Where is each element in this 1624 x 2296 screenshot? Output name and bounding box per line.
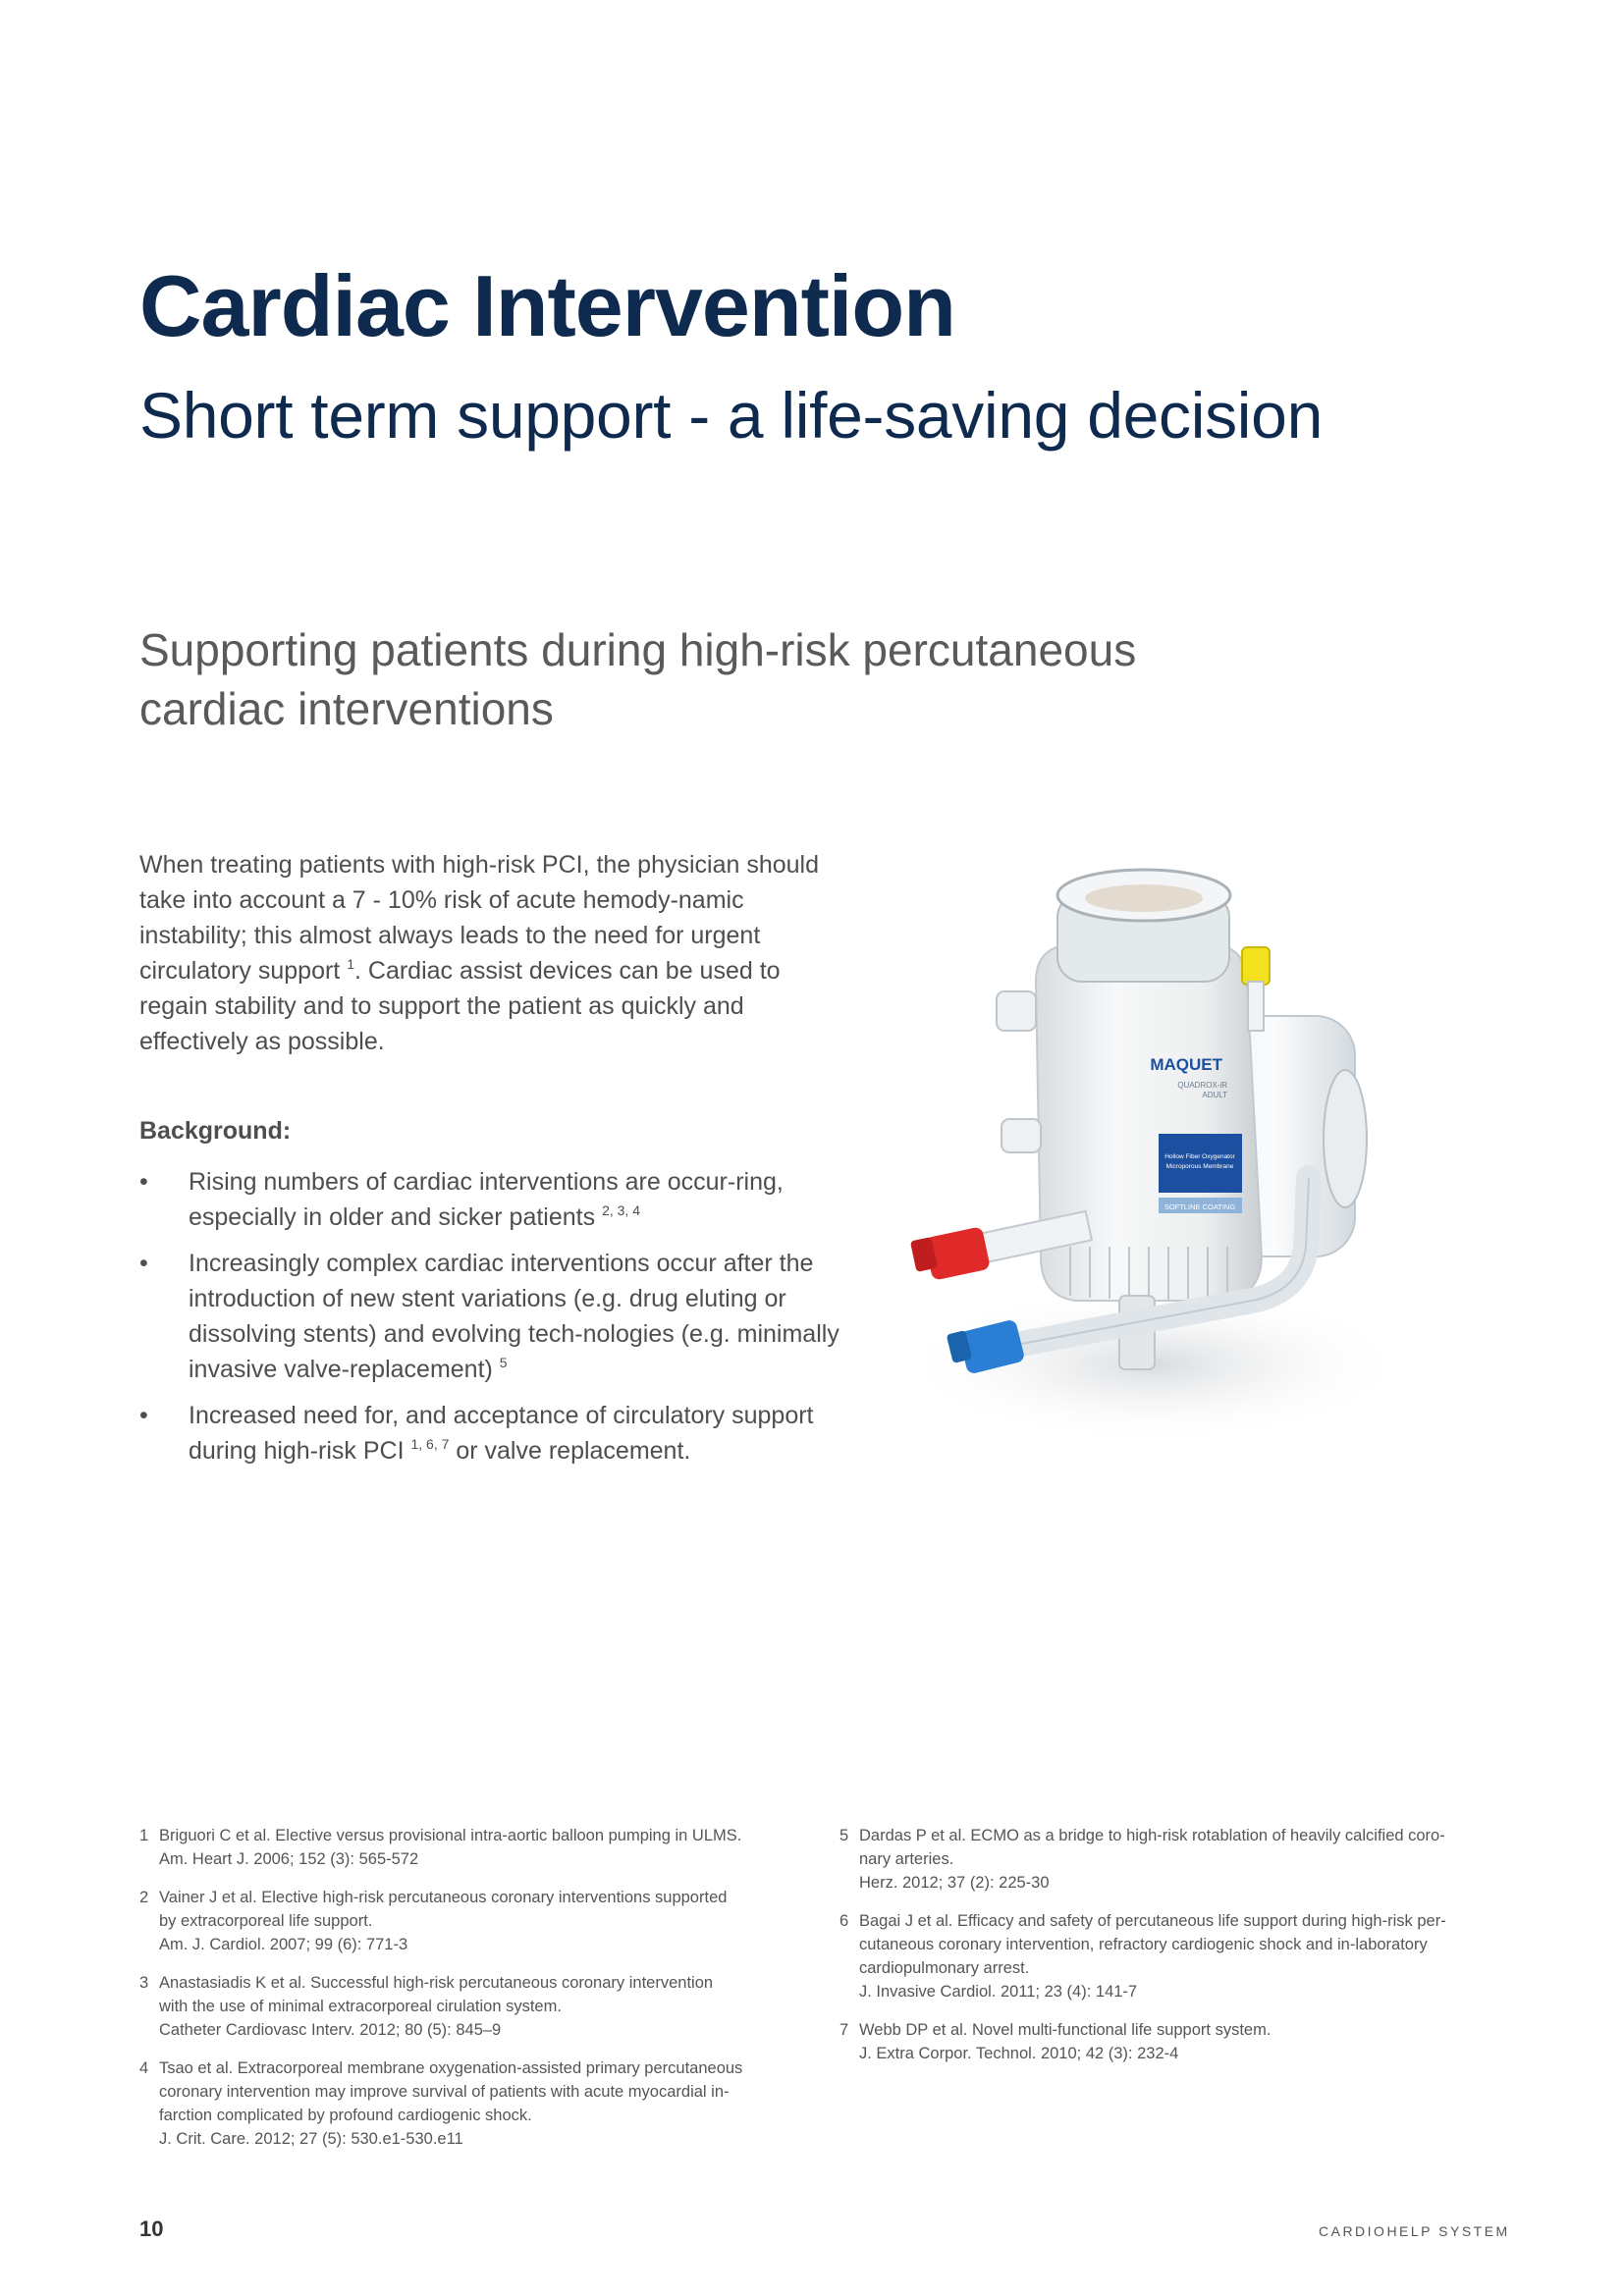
reference-line: Catheter Cardiovasc Interv. 2012; 80 (5): 845–9 (159, 2021, 502, 2039)
list-item-text: Rising numbers of cardiac interventions are occur-ring, especially in older and sicker patients (189, 1168, 784, 1231)
reference-line: Webb DP et al. Novel multi-functional life support system. (859, 2021, 1272, 2039)
yellow-connector (1242, 947, 1270, 985)
reference-line: Herz. 2012; 37 (2): 225-30 (859, 1874, 1050, 1892)
reference-line: Tsao et al. Extracorporeal membrane oxygenation-assisted primary percutaneous (159, 2059, 743, 2077)
reference-line: J. Extra Corpor. Technol. 2010; 42 (3): 232-4 (859, 2045, 1179, 2062)
coating-label: SOFTLINE COATING (1164, 1202, 1236, 1211)
reference-line: J. Crit. Care. 2012; 27 (5): 530.e1-530.e11 (159, 2130, 463, 2148)
reference-line: Briguori C et al. Elective versus provisional intra-aortic balloon pumping in ULMS. (159, 1827, 742, 1844)
intro-text: When treating patients with high-risk PCI, the physician should take into account a 7 - 10% risk of acute hemody-namic instability; this almost always leads to the need for urgent circulatory support (139, 851, 820, 985)
reference-line: Dardas P et al. ECMO as a bridge to high-risk rotablation of heavily calcified coro- (859, 1827, 1445, 1844)
bullet-dot: • (139, 1168, 148, 1196)
reference-line: Bagai J et al. Efficacy and safety of percutaneous life support during high-risk per- (859, 1912, 1446, 1930)
reference-number: 3 (139, 1974, 149, 1992)
reference-item (139, 2056, 827, 2151)
list-item (139, 1246, 846, 1387)
section-heading-line1: Supporting patients during high-risk percutaneous (139, 624, 1137, 675)
panel-label-2: Microporous Membrane (1165, 1163, 1234, 1170)
reference-line: Anastasiadis K et al. Successful high-risk percutaneous coronary intervention (159, 1974, 714, 1992)
reference-line: farction complicated by profound cardiogenic shock. (159, 2107, 532, 2124)
list-item-text: Increased need for, and acceptance of circulatory support during high-risk PCI (189, 1402, 814, 1465)
list-item-text: Increasingly complex cardiac interventions occur after the introduction of new stent variations (e.g. drug eluting or dissolving stents) and evolving tech-nologies (e.g. minimally invasive valve-replacement) (189, 1250, 839, 1383)
reference-item (839, 1824, 1527, 1895)
reference-line: Vainer J et al. Elective high-risk percutaneous coronary interventions supported (159, 1889, 728, 1906)
reference-line: cardiopulmonary arrest. (859, 1959, 1030, 1977)
brand-label: MAQUET (1150, 1055, 1222, 1074)
section-heading-line2: cardiac interventions (139, 683, 554, 734)
references-left (139, 1824, 827, 2165)
side-port-left (997, 991, 1036, 1031)
references-right (839, 1824, 1527, 2080)
reference-number: 5 (839, 1827, 849, 1844)
list-item-ref: 5 (499, 1355, 508, 1370)
reference-number: 1 (139, 1827, 149, 1844)
intro-ref: 1 (347, 956, 354, 972)
reference-line: by extracorporeal life support. (159, 1912, 373, 1930)
list-item (139, 1164, 846, 1235)
reference-item (839, 2018, 1527, 2065)
reference-line: J. Invasive Cardiol. 2011; 23 (4): 141-7 (859, 1983, 1138, 2001)
reference-number: 7 (839, 2021, 849, 2039)
model-label-1: QUADROX-iR (1177, 1081, 1227, 1090)
reference-number: 4 (139, 2059, 149, 2077)
background-list (139, 1164, 846, 1479)
footer-brand: CARDIOHELP SYSTEM (1319, 2223, 1510, 2239)
reference-number: 6 (839, 1912, 849, 1930)
list-item-tail: or valve replacement. (449, 1437, 691, 1465)
reference-line: with the use of minimal extracorporeal cirulation system. (159, 1998, 562, 2015)
background-heading: Background: (139, 1117, 292, 1145)
clear-housing-cap (1324, 1070, 1367, 1207)
intro-paragraph (139, 847, 827, 1059)
reference-line: nary arteries. (859, 1850, 954, 1868)
reference-number: 2 (139, 1889, 149, 1906)
reference-line: Am. J. Cardiol. 2007; 99 (6): 771-3 (159, 1936, 408, 1953)
panel-label-1: Hollow Fiber Oxygenator (1164, 1153, 1235, 1160)
top-cap-inner (1085, 884, 1203, 912)
section-heading (139, 620, 1219, 738)
model-label-2: ADULT (1202, 1091, 1227, 1099)
oxygenator-device-image (898, 854, 1409, 1453)
list-item-ref: 2, 3, 4 (602, 1202, 640, 1218)
reference-item (139, 1824, 827, 1871)
reference-line: cutaneous coronary intervention, refractory cardiogenic shock and in-laboratory (859, 1936, 1428, 1953)
side-port-mid (1001, 1119, 1041, 1152)
intro-text-tail: . Cardiac assist devices can be used to regain stability and to support the patient as quickly and effectively as possible. (139, 957, 781, 1055)
bullet-dot: • (139, 1402, 148, 1429)
reference-item (139, 1886, 827, 1956)
reference-line: coronary intervention may improve survival of patients with acute myocardial in- (159, 2083, 730, 2101)
reference-item (139, 1971, 827, 2042)
bullet-dot: • (139, 1250, 148, 1277)
yellow-connector-stem (1248, 982, 1264, 1031)
page-number: 10 (139, 2216, 164, 2241)
page-title: Cardiac Intervention (139, 257, 955, 354)
reference-line: Am. Heart J. 2006; 152 (3): 565-572 (159, 1850, 419, 1868)
list-item (139, 1398, 846, 1468)
reference-item (839, 1909, 1527, 2003)
list-item-ref: 1, 6, 7 (410, 1436, 450, 1452)
page-subtitle: Short term support - a life-saving decision (139, 379, 1323, 452)
